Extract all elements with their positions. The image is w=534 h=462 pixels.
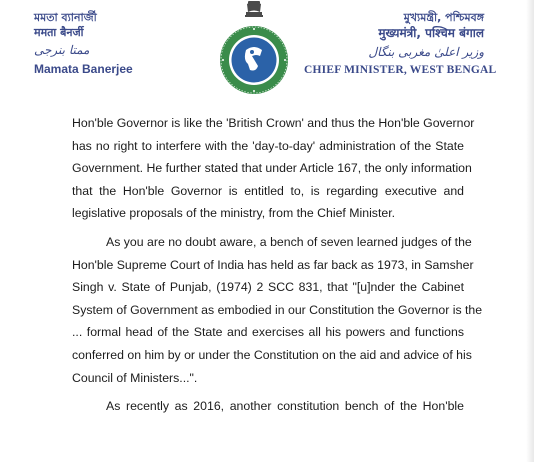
english-name: Mamata Banerjee bbox=[34, 62, 133, 76]
english-title: CHIEF MINISTER, WEST BENGAL bbox=[304, 64, 497, 76]
body-line: Government. He further stated that under Article 167, the only information bbox=[72, 161, 472, 176]
state-emblem-icon bbox=[212, 0, 296, 100]
body-line: Council of Ministers...". bbox=[72, 370, 198, 385]
body-line: legislative proposals of the ministry, from the Chief Minister. bbox=[72, 206, 396, 221]
body-line: has no right to interfere with the 'day-to-day' administration of the State bbox=[72, 138, 464, 153]
body-line: System of Government as embodied in our Constitution the Governor is the bbox=[72, 302, 483, 317]
bengali-title: মুখ্যমন্ত্রী, পশ্চিমবঙ্গ bbox=[403, 11, 484, 24]
body-line: Hon'ble Supreme Court of India has held as far back as 1973, in Samsher bbox=[72, 257, 474, 272]
letterhead-right bbox=[304, 10, 497, 76]
hindi-title: मुख्यमंत्री, पश्चिम बंगाल bbox=[378, 26, 484, 40]
bengali-name: মমতা ব্যানার্জী bbox=[34, 11, 97, 24]
body-line: conferred on him by or under the Constitution on the aid and advice of his bbox=[72, 347, 472, 362]
page-edge-shadow bbox=[526, 0, 534, 462]
lion-capital-icon bbox=[245, 1, 263, 17]
urdu-title: وزیر اعلیٰ مغربی بنگال bbox=[368, 45, 484, 59]
body-line: As you are no doubt aware, a bench of seven learned judges of the bbox=[106, 234, 472, 249]
letterhead-left bbox=[34, 10, 184, 76]
body-line: that the Hon'ble Governor is entitled to, is regarding executive and bbox=[72, 183, 464, 198]
body-line: As recently as 2016, another constitution bench of the Hon'ble bbox=[106, 399, 464, 414]
letter-body bbox=[72, 112, 483, 418]
body-line: Hon'ble Governor is like the 'British Crown' and thus the Hon'ble Governor bbox=[72, 116, 475, 130]
hindi-name: ममता बैनर्जी bbox=[34, 26, 84, 39]
body-line: ... formal head of the State and exercises all his powers and functions bbox=[72, 325, 464, 340]
urdu-name: ممتا بنرجی bbox=[34, 43, 90, 57]
body-line: Singh v. State of Punjab, (1974) 2 SCC 831, that "[u]nder the Cabinet bbox=[72, 280, 464, 295]
